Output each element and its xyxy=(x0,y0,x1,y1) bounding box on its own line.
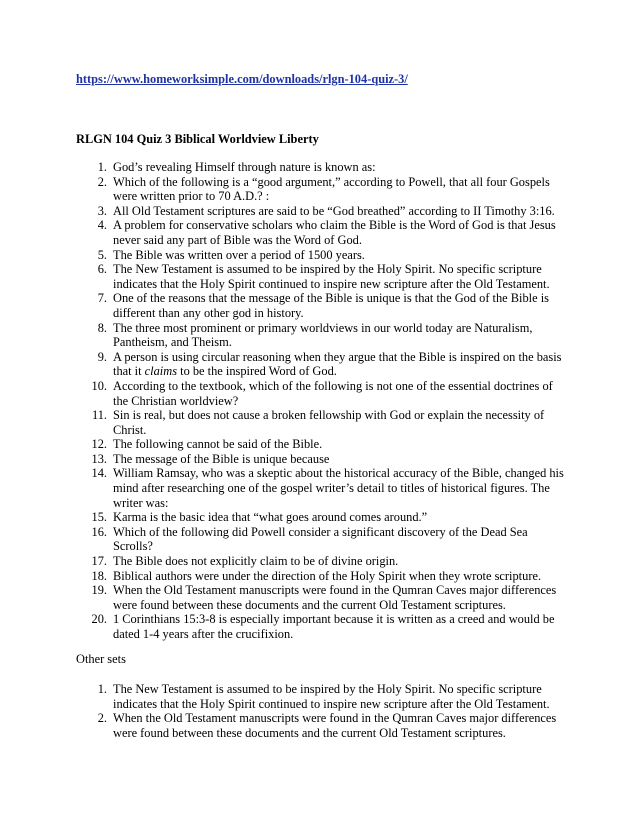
item-text: The following cannot be said of the Bible. xyxy=(113,437,323,452)
list-item xyxy=(76,262,566,291)
item-number: 15. xyxy=(91,510,107,525)
list-item xyxy=(76,291,566,320)
item-text: Sin is real, but does not cause a broken fellowship with God or explain the necessity of Christ. xyxy=(113,408,545,437)
item-text: All Old Testament scriptures are said to be “God breathed” according to II Timothy 3:16. xyxy=(113,203,555,218)
list-item xyxy=(76,321,566,350)
item-number: 16. xyxy=(91,524,107,539)
document-title: RLGN 104 Quiz 3 Biblical Worldview Liberty xyxy=(76,132,319,146)
list-item xyxy=(76,175,566,204)
item-text-emphasis: claims xyxy=(144,364,178,379)
item-text: Which of the following is a “good argument,” according to Powell, that all four Gospels were written prior to 70 A.D.? : xyxy=(113,174,550,204)
item-text: William Ramsay, who was a skeptic about the historical accuracy of the Bible, changed his mind after researching one of the gospel writer’s detail to titles of historical figures. The writer was: xyxy=(113,466,564,510)
item-text: Which of the following did Powell consider a significant discovery of the Dead Sea Scrolls? xyxy=(113,524,528,554)
item-text: The message of the Bible is unique because xyxy=(113,451,330,466)
list-item xyxy=(76,682,566,711)
item-number: 12. xyxy=(91,437,107,452)
item-number: 3. xyxy=(97,203,107,218)
item-text: When the Old Testament manuscripts were found in the Qumran Caves major differences were found between these documents and the current Old Testament scriptures. xyxy=(113,583,557,612)
item-text: God’s revealing Himself through nature is known as: xyxy=(113,160,376,174)
item-number: 2. xyxy=(97,711,107,726)
item-number: 10. xyxy=(91,378,107,393)
item-text: The New Testament is assumed to be inspired by the Holy Spirit. No specific scripture indicates that the Holy Spirit continued to inspire new scripture after the Old Testament. xyxy=(113,262,550,291)
item-number: 2. xyxy=(97,174,107,189)
item-number: 11. xyxy=(91,408,107,423)
download-link[interactable]: https://www.homeworksimple.com/downloads/rlgn-104-quiz-3/ xyxy=(76,72,408,86)
list-item xyxy=(76,510,566,525)
item-number: 17. xyxy=(91,554,107,569)
item-text-after: to be the inspired Word of God. xyxy=(177,364,337,379)
list-item xyxy=(76,379,566,408)
question-list xyxy=(76,160,566,642)
list-item xyxy=(76,569,566,584)
item-text: The three most prominent or primary worldviews in our world today are Naturalism, Pantheism, and Theism. xyxy=(113,320,533,350)
list-item xyxy=(76,204,566,219)
list-item xyxy=(76,583,566,612)
item-text: According to the textbook, which of the following is not one of the essential doctrines of the Christian worldview? xyxy=(113,378,553,408)
list-item xyxy=(76,554,566,569)
item-text: The Bible was written over a period of 1500 years. xyxy=(113,247,365,262)
item-text: Karma is the basic idea that “what goes around comes around.” xyxy=(113,510,428,525)
list-item xyxy=(76,452,566,467)
other-sets-heading: Other sets xyxy=(76,652,126,666)
item-number: 9. xyxy=(97,349,107,364)
item-number: 20. xyxy=(91,612,107,627)
item-number: 8. xyxy=(97,320,107,335)
list-item xyxy=(76,437,566,452)
list-item xyxy=(76,248,566,263)
item-text: The Bible does not explicitly claim to be of divine origin. xyxy=(113,554,399,569)
item-text-before: A person is using circular reasoning when they argue that the Bible is inspired on the basis that it xyxy=(113,349,562,379)
item-number: 14. xyxy=(91,466,107,481)
list-item xyxy=(76,525,566,554)
item-text: One of the reasons that the message of the Bible is unique is that the God of the Bible is different than any other god in history. xyxy=(113,291,549,320)
item-number: 13. xyxy=(91,451,107,466)
list-item xyxy=(76,350,566,379)
item-number: 18. xyxy=(91,568,107,583)
list-item xyxy=(76,218,566,247)
item-text: 1 Corinthians 15:3-8 is especially important because it is written as a creed and would be dated 1-4 years after the crucifixion. xyxy=(113,612,555,641)
item-text: A problem for conservative scholars who claim the Bible is the Word of God is that Jesus never said any part of Bible was the Word of God. xyxy=(113,218,556,247)
item-text: When the Old Testament manuscripts were found in the Qumran Caves major differences were found between these documents and the current Old Testament scriptures. xyxy=(113,711,557,740)
list-item xyxy=(76,466,566,510)
list-item xyxy=(76,612,566,641)
list-item xyxy=(76,711,566,740)
other-question-list xyxy=(76,682,566,740)
item-number: 4. xyxy=(97,218,107,233)
item-number: 19. xyxy=(91,583,107,598)
item-number: 1. xyxy=(97,682,107,696)
item-number: 6. xyxy=(97,262,107,277)
item-number: 1. xyxy=(97,160,107,174)
item-number: 5. xyxy=(97,247,107,262)
item-number: 7. xyxy=(97,291,107,306)
list-item xyxy=(76,408,566,437)
item-text: The New Testament is assumed to be inspired by the Holy Spirit. No specific scripture indicates that the Holy Spirit continued to inspire new scripture after the Old Testament. xyxy=(113,682,550,711)
item-text: Biblical authors were under the direction of the Holy Spirit when they wrote scripture. xyxy=(113,568,542,583)
list-item xyxy=(76,160,566,175)
